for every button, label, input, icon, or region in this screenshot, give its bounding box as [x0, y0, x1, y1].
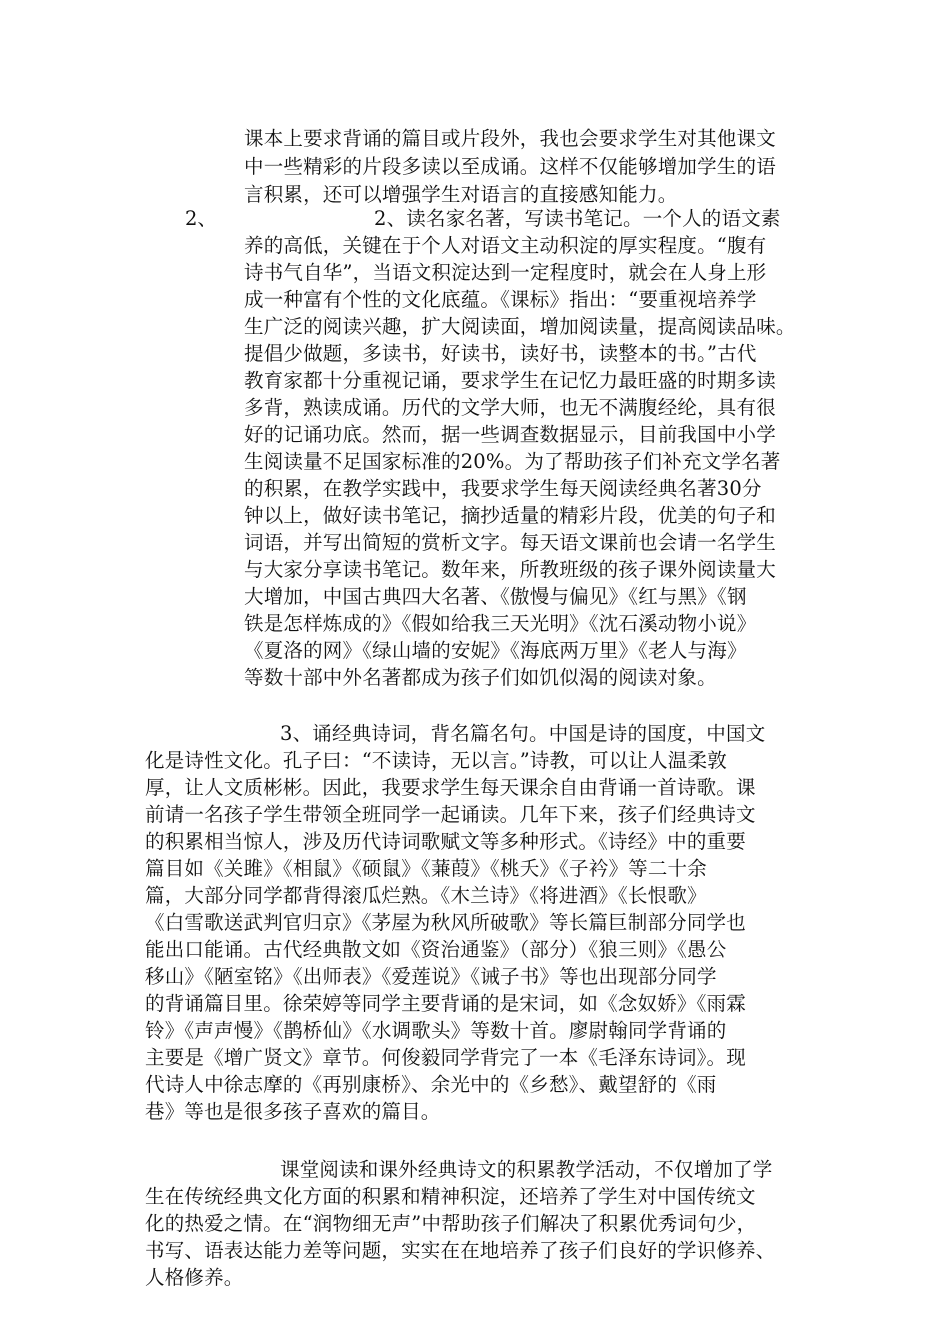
paragraph-1-line: 言积累，还可以增强学生对语言的直接感知能力。 [244, 183, 678, 206]
paragraph-2-line: 词语，并写出简短的赏析文字。每天语文课前也会请一名学生 [244, 531, 776, 554]
paragraph-3-line: 的积累相当惊人，涉及历代诗词歌赋文等多种形式。《诗经》中的重要 [145, 830, 746, 853]
paragraph-2-line: 提倡少做题，多读书，好读书，读好书，读整本的书。”古代 [244, 342, 757, 365]
paragraph-2-line: 养的高低，关键在于个人对语文主动积淀的厚实程度。“腹有 [244, 234, 767, 257]
paragraph-2-line: 诗书气自华”，当语文积淀达到一定程度时，就会在人身上形 [244, 261, 767, 284]
paragraph-3-line: 化是诗性文化。孔子曰：“不读诗，无以言。”诗教，可以让人温柔敦 [145, 749, 727, 772]
paragraph-3-line: 厚，让人文质彬彬。因此，我要求学生每天课余自由背诵一首诗歌。课 [145, 776, 756, 799]
paragraph-2-line: 教育家都十分重视记诵，要求学生在记忆力最旺盛的时期多读 [244, 369, 776, 392]
paragraph-4-line: 书写、语表达能力差等问题，实实在在地培养了孩子们良好的学识修养、 [145, 1239, 776, 1262]
paragraph-1-line: 课本上要求背诵的篇目或片段外，我也会要求学生对其他课文 [244, 127, 776, 150]
paragraph-2-line: 好的记诵功底。然而，据一些调查数据显示，目前我国中小学 [244, 423, 776, 446]
paragraph-2-line: 成一种富有个性的文化底蕴。《课标》指出：“要重视培养学 [244, 288, 757, 311]
paragraph-2-line: 《夏洛的网》《绿山墙的安妮》《海底两万里》《老人与海》 [244, 639, 747, 662]
paragraph-2-line: 与大家分享读书笔记。数年来，所教班级的孩子课外阅读量大 [244, 558, 776, 581]
paragraph-2-line: 钟以上，做好读书笔记，摘抄适量的精彩片段，优美的句子和 [244, 504, 776, 527]
paragraph-4-line: 人格修养。 [145, 1266, 244, 1289]
paragraph-3-line: 移山》《陋室铭》《出师表》《爱莲说》《诫子书》等也出现部分同学 [145, 965, 717, 988]
paragraph-4-line: 化的热爱之情。在“润物细无声”中帮助孩子们解决了积累优秀词句少， [145, 1212, 757, 1235]
paragraph-3-line: 篇目如《关雎》《相鼠》《硕鼠》《蒹葭》《桃夭》《子衿》等二十余 [145, 857, 707, 880]
paragraph-3-line: 的背诵篇目里。徐荣婷等同学主要背诵的是宋词，如《念奴娇》《雨霖 [145, 992, 746, 1015]
list-item-number: 2、 [185, 207, 217, 230]
paragraph-4-line: 生在传统经典文化方面的积累和精神积淀，还培养了学生对中国传统文 [145, 1185, 756, 1208]
paragraph-2-line: 的积累，在教学实践中，我要求学生每天阅读经典名著30分 [244, 477, 762, 500]
paragraph-2-line: 铁是怎样炼成的》《假如给我三天光明》《沈石溪动物小说》 [244, 612, 757, 635]
paragraph-3-line: 3、诵经典诗词，背名篇名句。中国是诗的国度，中国文 [280, 722, 766, 745]
paragraph-3-line: 巷》等也是很多孩子喜欢的篇目。 [145, 1100, 441, 1123]
paragraph-3-line: 前请一名孩子学生带领全班同学一起诵读。几年下来，孩子们经典诗文 [145, 803, 756, 826]
paragraph-2-line: 等数十部中外名著都成为孩子们如饥似渴的阅读对象。 [244, 666, 717, 689]
paragraph-3-line: 能出口能诵。古代经典散文如《资治通鉴》（部分）《狼三则》《愚公 [145, 938, 727, 961]
paragraph-3-line: 铃》《声声慢》《鹊桥仙》《水调歌头》等数十首。廖尉翰同学背诵的 [145, 1019, 727, 1042]
paragraph-3-line: 篇，大部分同学都背得滚瓜烂熟。《木兰诗》《将进酒》《长恨歌》 [145, 884, 707, 907]
paragraph-3-line: 主要是《增广贤文》章节。何俊毅同学背完了一本《毛泽东诗词》。现 [145, 1046, 746, 1069]
paragraph-3-line: 代诗人中徐志摩的《再别康桥》、余光中的《乡愁》、戴望舒的《雨 [145, 1073, 717, 1096]
paragraph-2-line: 多背，熟读成诵。历代的文学大师，也无不满腹经纶，具有很 [244, 396, 776, 419]
paragraph-2-line: 生阅读量不足国家标准的20%。为了帮助孩子们补充文学名著 [244, 450, 781, 473]
paragraph-4-line: 课堂阅读和课外经典诗文的积累教学活动，不仅增加了学 [280, 1158, 773, 1181]
paragraph-2-line: 生广泛的阅读兴趣，扩大阅读面，增加阅读量，提高阅读品味。 [244, 315, 796, 338]
paragraph-1-line: 中一些精彩的片段多读以至成诵。这样不仅能够增加学生的语 [244, 155, 776, 178]
paragraph-2-line: 大增加，中国古典四大名著、《傲慢与偏见》《红与黑》《钢 [244, 585, 747, 608]
paragraph-2-line: 2、读名家名著，写读书笔记。一个人的语文素 [374, 207, 781, 230]
paragraph-3-line: 《白雪歌送武判官归京》《茅屋为秋风所破歌》等长篇巨制部分同学也 [145, 911, 746, 934]
